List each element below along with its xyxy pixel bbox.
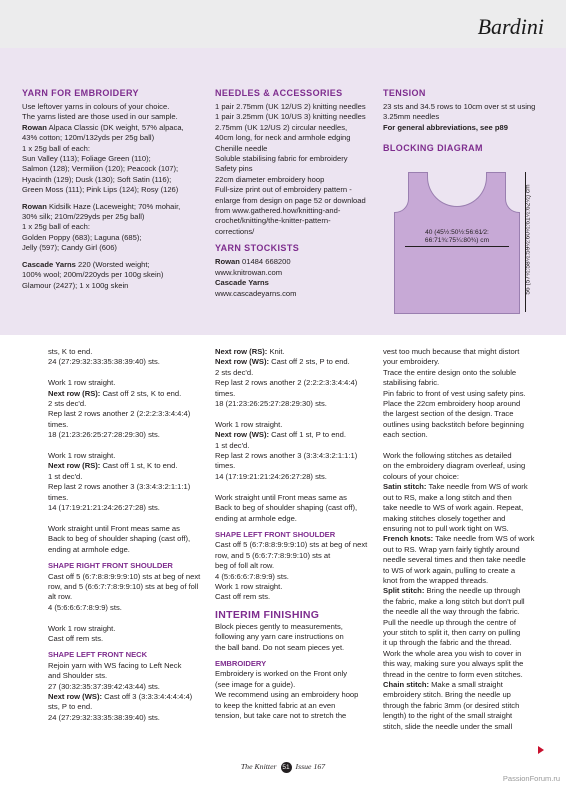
text-line: each section. [383, 430, 428, 440]
text-line: Next row (WS): Cast off 1 st, P to end. [215, 430, 346, 440]
text-line: Satin stitch: Take needle from WS of work [383, 482, 528, 492]
text-line: 4 (5:6:6:6:7:8:9:9) sts. [215, 571, 289, 581]
text-line: this way, making sure you always split the [383, 659, 524, 669]
text-line: Work 1 row straight. [48, 451, 116, 461]
text-line: Green Moss (111); Pink Lips (124); Rosy (126) [22, 185, 179, 195]
text-line: Rep last 2 rows another 2 (2:2:2:3:3:4:4:4) [48, 409, 191, 419]
text-line: Cascade Yarns 220 (Worsted weight; [22, 259, 150, 269]
text-line: Work 1 row straight. [215, 581, 283, 591]
text-line: out to RS. Wrap yarn fairly tightly around [383, 544, 520, 554]
text-line: and Shoulder sts. [48, 671, 108, 681]
col1-lines [48, 347, 213, 555]
text-line: Full-size print out of embroidery pattern - [215, 185, 352, 195]
text-line: 1 x 25g ball of each: [22, 143, 90, 153]
text-line: French knots: Take needle from WS of work [383, 534, 535, 544]
text-line: thread in the centre to form even stitches. [383, 669, 523, 679]
text-line: Work straight until Front meas same as [215, 492, 347, 502]
text-line: Next row (RS): Cast off 1 st, K to end. [48, 461, 178, 471]
text-line: Golden Poppy (683); Laguna (685); [22, 232, 142, 242]
text-line: Chenille needle [215, 143, 268, 153]
watermark: PassionForum.ru [502, 774, 560, 783]
text-line: Work the whole area you wish to cover in [383, 648, 522, 658]
col3-lines [383, 347, 551, 732]
text-line: 18 (21:23:26:25:27:28:29:30) sts. [48, 430, 160, 440]
text-line: 14 (17:19:21:21:24:26:27:28) sts. [48, 503, 160, 513]
col1b-lines [48, 572, 213, 645]
text-line: Split stitch: Bring the needle up through [383, 586, 521, 596]
text-line: Pull the needle up through the centre of [383, 617, 516, 627]
text-line: corrections/ [215, 226, 255, 236]
text-line [48, 613, 213, 623]
text-line: sts, P to end. [48, 702, 93, 712]
text-line: out to RS, make a long stitch and then [383, 492, 512, 502]
text-line: Rowan Alpaca Classic (DK weight, 57% alpaca, [22, 122, 184, 132]
text-line: ensuring not to pull work tight on WS. [383, 523, 509, 533]
text-line: needle several times and then take needle [383, 555, 526, 565]
text-line: Cast off rem sts. [215, 592, 271, 602]
body-column-3 [383, 347, 551, 732]
text-line: to keep the knitted fabric at an even [215, 700, 336, 710]
right-armhole [505, 172, 520, 213]
text-line: Rep last 2 rows another 3 (3:3:4:3:2:1:1:1) [215, 451, 358, 461]
text-line: Rep last 2 rows another 3 (3:3:4:3:2:1:1:1) [48, 482, 191, 492]
col2-lines [215, 347, 380, 524]
text-line: 2 sts dec'd. [215, 367, 254, 377]
text-line: 27 (30:32:35:37:39:42:43:44) sts. [48, 681, 160, 691]
text-line: alt row. [48, 592, 73, 602]
tension-heading: TENSION [383, 88, 426, 98]
tension-section [383, 88, 548, 157]
text-line: Cast off 5 (6:7:8:8:9:9:9:10) sts at beg of next [48, 571, 201, 581]
text-line: colours of your choice: [383, 471, 459, 481]
width-label: 40 (45½:50½:56:61⁄2: [425, 229, 489, 236]
text-line: the fabric, make a long stitch but don't pull [383, 596, 525, 606]
text-line [48, 514, 213, 524]
yarn-lines-3 [22, 260, 202, 291]
text-line: vest too much because that might distort [383, 347, 520, 356]
text-line: to WS of work again, pulling to create a [383, 565, 516, 575]
text-line: Rejoin yarn with WS facing to Left Neck [48, 660, 182, 670]
text-line: crochet/knitting/the-knitter-pattern- [215, 216, 331, 226]
text-line: Chain stitch: Make a small straight [383, 680, 503, 689]
col2c-lines [215, 622, 380, 653]
text-line: Place the 22cm embroidery hoop around [383, 399, 521, 409]
text-line: Pin fabric to front of vest using safety pins. [383, 388, 526, 398]
text-line: 2 sts dec'd. [48, 399, 87, 409]
embroidery-heading: EMBROIDERY [215, 658, 267, 668]
text-line: the needle all the way through the fabric. [383, 607, 520, 617]
body-column-2 [215, 347, 380, 721]
text-line: making stitches closely together and [383, 513, 506, 523]
text-line: (see image for a guide). [215, 679, 296, 689]
height-dimension [520, 172, 532, 312]
neckline [427, 172, 487, 207]
text-line: Embroidery is worked on the Front only [215, 669, 348, 679]
text-line: Cascade Yarns [215, 278, 269, 288]
text-line: Back to beg of shoulder shaping (cast off), [48, 534, 191, 544]
text-line: your embroidery. [383, 357, 440, 367]
text-line: 14 (17:19:21:21:24:26:27:28) sts. [215, 471, 327, 481]
text-line: stabilising fabric. [383, 378, 440, 388]
text-line: Hyacinth (129); Dusk (130); Soft Satin (116); [22, 174, 172, 184]
shape-left-front-neck-heading: SHAPE LEFT FRONT NECK [48, 650, 148, 660]
tension-lines [383, 102, 548, 123]
blocking-diagram [386, 166, 536, 316]
text-line: ending at armhole edge. [215, 513, 297, 523]
text-line: Next row (RS): Cast off 2 sts, K to end. [48, 388, 182, 398]
text-line: Next row (WS): Cast off 3 (3:3:3:4:4:4:4:4) [48, 692, 193, 701]
text-line: 1 pair 3.25mm (UK 10/US 3) knitting needles [215, 112, 366, 122]
text-line: tension, but take care not to stretch the [215, 711, 347, 720]
text-line: Glamour (2427); 1 x 100g skein [22, 280, 129, 290]
text-line: www.knitrowan.com [215, 267, 283, 277]
text-line: 1 pair 2.75mm (UK 12/US 2) knitting needles [215, 102, 366, 111]
yarn-lines [22, 102, 202, 196]
text-line: We recommend using an embroidery hoop [215, 690, 359, 700]
width-dimension [405, 229, 509, 245]
text-line: 3.25mm needles [383, 112, 440, 122]
text-line: Soluble stabilising fabric for embroidery [215, 154, 348, 164]
text-line: 100% wool; 200m/220yds per 100g skein) [22, 270, 164, 280]
text-line: take needle to WS of work again. Repeat, [383, 503, 524, 513]
text-line: Cast off 5 (6:7:8:8:9:9:9:10) sts at beg of next [215, 540, 368, 550]
col1c-lines [48, 661, 213, 723]
text-line: Safety pins [215, 164, 253, 174]
text-line: 23 sts and 34.5 rows to 10cm over st st using [383, 102, 536, 111]
left-armhole [394, 172, 409, 213]
text-line: Work 1 row straight. [48, 623, 116, 633]
col2d-lines [215, 669, 380, 721]
yarn-section [22, 88, 202, 291]
text-line: www.cascadeyarns.com [215, 288, 297, 298]
text-line: Rep last 2 rows another 2 (2:2:2:3:3:4:4:4) [215, 378, 358, 388]
text-line: 2.75mm (UK 12/US 2) circular needles, [215, 122, 348, 132]
text-line [215, 409, 380, 419]
text-line: row, and 5 (6:6:7:7:8:9:9:10) sts at beg of foll [48, 581, 199, 591]
text-line: 43% cotton; 120m/132yds per 25g ball) [22, 133, 155, 143]
text-line: times. [215, 461, 236, 471]
needles-heading: NEEDLES & ACCESSORIES [215, 88, 343, 98]
needles-section [215, 88, 380, 299]
diagram-heading: BLOCKING DIAGRAM [383, 143, 483, 154]
text-line: Salmon (128); Vermilion (120); Peacock (107); [22, 164, 179, 174]
stockists-lines [215, 257, 380, 299]
interim-finishing-heading: INTERIM FINISHING [215, 608, 320, 621]
text-line: Back to beg of shoulder shaping (cast off), [215, 503, 358, 513]
text-line: the largest section of the design. Trace [383, 409, 514, 419]
text-line [215, 482, 380, 492]
body-column-1 [48, 347, 213, 723]
text-line: times. [48, 492, 69, 502]
page-header [0, 0, 566, 48]
page-number: 51 [282, 764, 290, 771]
vest-shape [394, 172, 520, 314]
text-line: enlarge from design on page 52 or download [215, 195, 366, 205]
text-line: embroidery stitch. Bring the needle up [383, 690, 511, 700]
text-line: The yarns listed are those used in our sample. [22, 112, 178, 122]
shape-right-front-shoulder-heading: SHAPE RIGHT FRONT SHOULDER [48, 561, 173, 571]
text-line: 24 (27:29:32:33:35:38:39:40) sts. [48, 712, 160, 722]
text-line: through the fabric 3mm (or desired stitch [383, 700, 520, 710]
text-line: Trace the entire design onto the soluble [383, 367, 517, 377]
magazine-name: The Knitter [240, 762, 277, 771]
text-line: knot from the wrapped threads. [383, 575, 489, 585]
shape-left-front-shoulder-heading: SHAPE LEFT FRONT SHOULDER [215, 529, 336, 539]
text-line: Rowan Kidsilk Haze (Laceweight; 70% mohair, [22, 201, 181, 211]
yarn-heading: YARN FOR EMBROIDERY [22, 88, 139, 98]
text-line [48, 441, 213, 451]
text-line: Work straight until Front meas same as [48, 523, 180, 533]
pattern-title: Bardini [477, 14, 544, 39]
text-line: outlines using backstitch before beginning [383, 419, 524, 429]
text-line: Next row (WS): Cast off 2 sts, P to end. [215, 357, 350, 367]
text-line [48, 368, 213, 378]
abbreviations-note: For general abbreviations, see p89 [383, 122, 508, 132]
text-line: your stitch to split it, then carry on pulling [383, 627, 521, 637]
text-line: on the embroidery diagram overleaf, using [383, 461, 526, 471]
text-line: 1 st dec'd. [215, 440, 250, 450]
page-footer [0, 762, 566, 773]
text-line: times. [48, 419, 69, 429]
needles-lines [215, 102, 380, 237]
text-line: stitch, slide the needle under the small [383, 721, 513, 731]
text-line: 30% silk; 210m/229yds per 25g ball) [22, 212, 145, 222]
text-line: Jelly (597); Candy Girl (606) [22, 243, 117, 253]
text-line [383, 441, 551, 451]
text-line: beg of foll alt row. [215, 561, 275, 571]
text-line: Cast off rem sts. [48, 633, 104, 643]
text-line: 40cm long, for neck and armhole edging [215, 133, 351, 143]
text-line: Block pieces gently to measurements, [215, 621, 343, 631]
text-line: following any yarn care instructions on [215, 632, 344, 642]
text-line: times. [215, 388, 236, 398]
text-line: Sun Valley (113); Foliage Green (110); [22, 154, 151, 164]
yarn-lines-2 [22, 202, 202, 254]
text-line: sts, K to end. [48, 347, 93, 356]
width-label-2: 66:71¾:75¼:80¾) cm [424, 237, 490, 244]
text-line: Next row (RS): Knit. [215, 347, 285, 356]
height-label: 56 (57½:58½:59½:60½:61½:62½) cm [524, 184, 532, 295]
issue-number: Issue 167 [295, 762, 326, 771]
width-arrow [405, 246, 509, 247]
text-line: Work 1 row straight. [48, 378, 116, 388]
text-line: from www.gathered.how/knitting-and- [215, 206, 341, 216]
text-line: Use leftover yarns in colours of your choice. [22, 102, 170, 111]
text-line: 22cm diameter embroidery hoop [215, 174, 325, 184]
text-line: Work 1 row straight. [215, 419, 283, 429]
text-line: Work the following stitches as detailed [383, 451, 512, 461]
text-line: it up through the fabric and the thread. [383, 638, 512, 648]
text-line: 4 (5:6:6:6:7:8:9:9) sts. [48, 602, 122, 612]
text-line: ending at armhole edge. [48, 544, 130, 554]
text-line: 18 (21:23:26:25:27:28:29:30) sts. [215, 399, 327, 409]
stockists-heading: YARN STOCKISTS [215, 243, 300, 254]
text-line: the ball band. Do not seam pieces yet. [215, 642, 345, 652]
text-line: length) to the right of the small straight [383, 711, 513, 721]
text-line: Rowan 01484 668200 [215, 257, 291, 267]
text-line: 1 x 25g ball of each: [22, 222, 90, 232]
continue-arrow-icon [538, 746, 544, 754]
text-line: row, and 5 (6:6:7:7:8:9:9:10) sts at [215, 550, 331, 560]
text-line: 1 st dec'd. [48, 471, 83, 481]
text-line: 24 (27:29:32:33:35:38:39:40) sts. [48, 357, 160, 367]
col2b-lines [215, 540, 380, 602]
